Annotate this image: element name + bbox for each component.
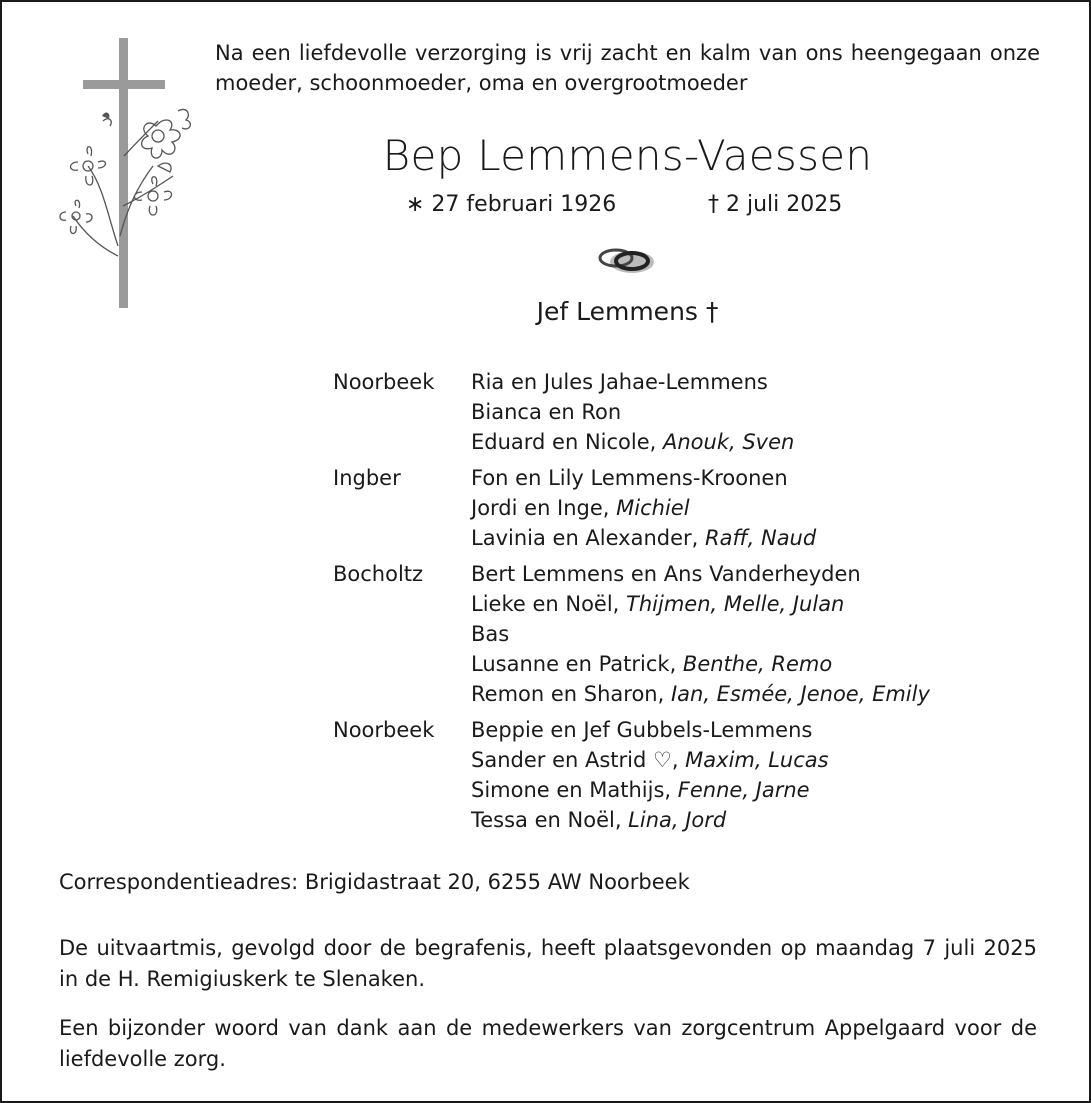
family-line: Bas	[471, 622, 510, 646]
family-line: Remon en Sharon, Ian, Esmée, Jenoe, Emily	[471, 682, 930, 706]
death-date: † 2 juli 2025	[708, 192, 843, 217]
family-group	[333, 367, 930, 457]
correspondence-address: Correspondentieadres: Brigidastraat 20, 6255 AW Noorbeek	[59, 870, 690, 894]
family-line: Fon en Lily Lemmens-Kroonen	[471, 466, 788, 490]
family-place: Noorbeek	[333, 718, 435, 742]
family-line: Beppie en Jef Gubbels-Lemmens	[471, 718, 813, 742]
family-line: Simone en Mathijs, Fenne, Jarne	[471, 778, 810, 802]
birth-date: ∗ 27 februari 1926	[406, 192, 617, 217]
wedding-rings-icon	[596, 244, 658, 278]
funeral-paragraph: De uitvaartmis, gevolgd door de begrafenis, heeft plaatsgevonden op maandag 7 juli 2025 in de H. Remigiuskerk te Slenaken.	[59, 936, 1037, 991]
family-line: Tessa en Noël, Lina, Jord	[471, 808, 727, 832]
family-place: Bocholtz	[333, 562, 424, 586]
family-list	[333, 367, 930, 841]
thanks-paragraph: Een bijzonder woord van dank aan de medewerkers van zorgcentrum Appelgaard voor de liefdevolle zorg.	[59, 1016, 1037, 1071]
family-line: Eduard en Nicole, Anouk, Sven	[471, 430, 795, 454]
intro-text: Na een liefdevolle verzorging is vrij zacht en kalm van ons heengegaan onze moeder, schoonmoeder, oma en overgrootmoeder	[215, 41, 1040, 95]
family-group	[333, 715, 930, 835]
family-line: Lieke en Noël, Thijmen, Melle, Julan	[471, 592, 845, 616]
family-line: Bert Lemmens en Ans Vanderheyden	[471, 562, 861, 586]
family-place: Noorbeek	[333, 370, 435, 394]
family-place: Ingber	[333, 466, 401, 490]
family-line: Bianca en Ron	[471, 400, 622, 424]
family-group	[333, 559, 930, 709]
deceased-name: Bep Lemmens-Vaessen	[382, 131, 873, 180]
family-line: Lavinia en Alexander, Raff, Naud	[471, 526, 817, 550]
cross-with-flowers-icon	[58, 36, 198, 311]
family-line: Ria en Jules Jahae-Lemmens	[471, 370, 768, 394]
family-group	[333, 463, 930, 553]
spouse-name: Jef Lemmens †	[536, 297, 719, 326]
family-line: Sander en Astrid ♡, Maxim, Lucas	[471, 748, 829, 772]
family-line: Lusanne en Patrick, Benthe, Remo	[471, 652, 833, 676]
family-line: Jordi en Inge, Michiel	[471, 496, 690, 520]
